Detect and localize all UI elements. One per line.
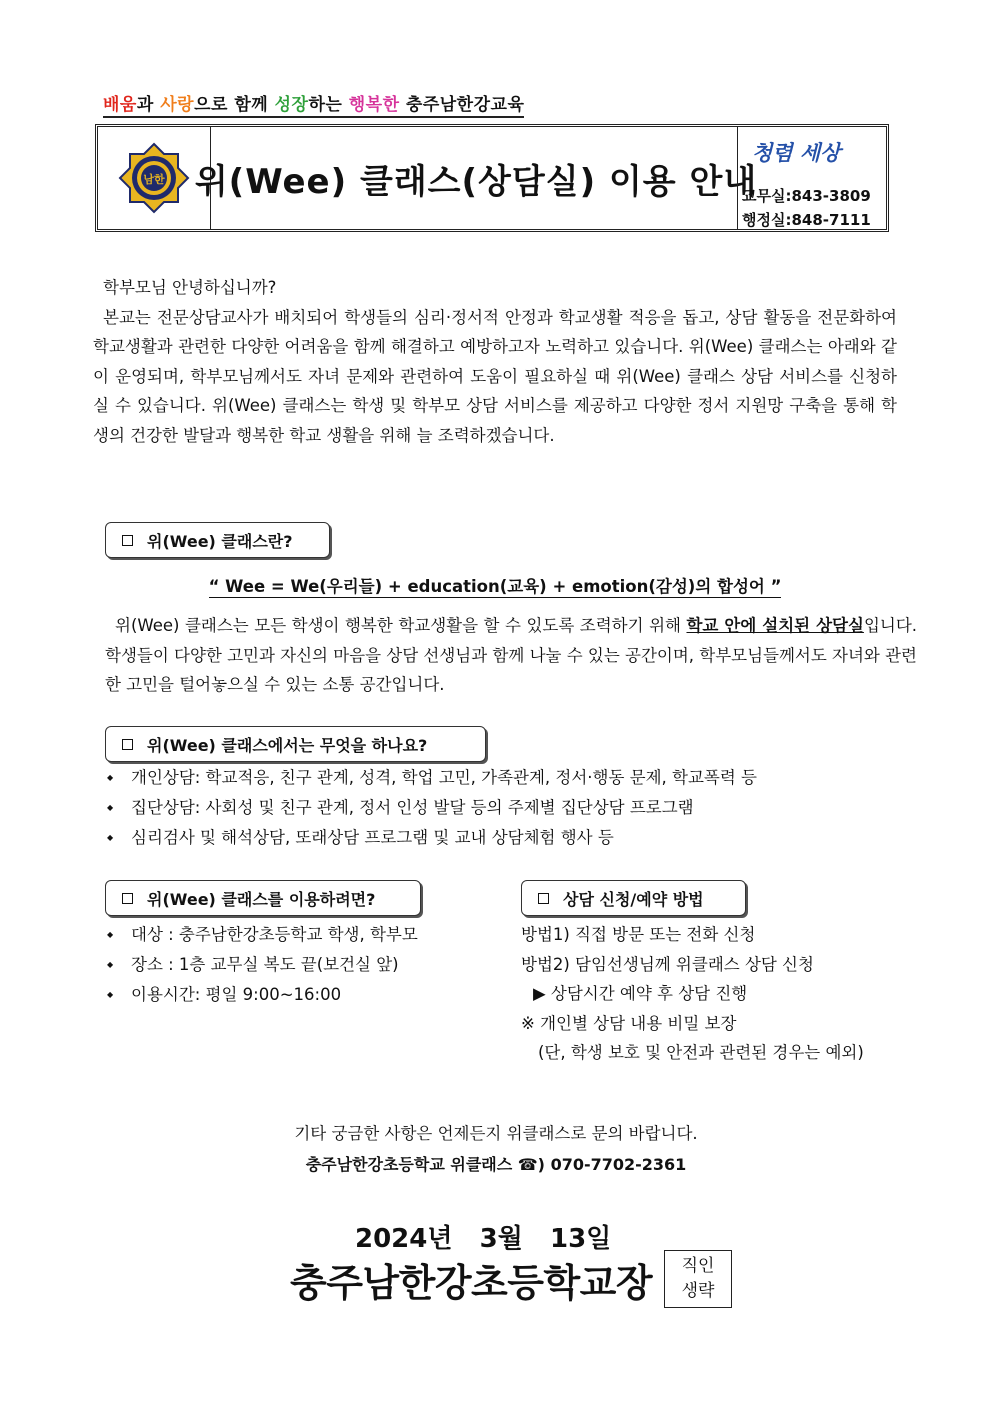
section-heading-booking: 상담 신청/예약 방법 bbox=[521, 880, 746, 916]
issue-date: 2024년 3월 13일 bbox=[355, 1224, 612, 1254]
usage-list bbox=[103, 920, 418, 1010]
official-seal-omitted: 직인 생략 bbox=[664, 1250, 732, 1308]
section-heading-what-is: 위(Wee) 클래스란? bbox=[105, 522, 330, 558]
slogan-word-learning: 배움 bbox=[103, 95, 137, 115]
list-item: ◆ 장소 : 1층 교무실 복도 끝(보건실 앞) bbox=[103, 950, 418, 980]
header-contact-panel bbox=[737, 127, 886, 229]
document-header bbox=[95, 124, 889, 232]
section-heading-services: 위(Wee) 클래스에서는 무엇을 하나요? bbox=[105, 726, 486, 762]
slogan-word-love: 사랑 bbox=[160, 95, 195, 115]
principal-signature-line: 충주남한강초등학교장 bbox=[290, 1261, 653, 1305]
wee-formula: “ Wee = We(우리들) + education(교육) + emotion(감성)의 합성어 ” bbox=[208, 577, 782, 596]
intro-section bbox=[93, 273, 897, 450]
slogan-word-happy: 행복한 bbox=[348, 95, 400, 115]
checkbox-square-icon bbox=[122, 893, 133, 904]
list-item: ◆ 개인상담: 학교적응, 친구 관계, 성격, 학업 고민, 가족관계, 정서·행동 문제, 학교폭력 등 bbox=[103, 763, 757, 793]
list-item: ◆ 심리검사 및 해석상담, 또래상담 프로그램 및 교내 상담체험 행사 등 bbox=[103, 823, 757, 853]
page-title: 위(Wee) 클래스(상담실) 이용 안내 bbox=[194, 161, 758, 202]
emphasis-counseling-room: 학교 안에 설치된 상담실 bbox=[686, 616, 864, 635]
list-item: ◆ 대상 : 충주남한강초등학교 학생, 학부모 bbox=[103, 920, 418, 950]
booking-step: ▶ 상담시간 예약 후 상담 진행 bbox=[533, 984, 748, 1003]
checkbox-square-icon bbox=[538, 893, 549, 904]
school-emblem-icon bbox=[118, 142, 190, 214]
slogan: 배움과 사랑으로 함께 성장하는 행복한 충주남한강교육 bbox=[103, 90, 524, 118]
emblem-text: 남한 bbox=[143, 173, 165, 186]
checkbox-square-icon bbox=[122, 535, 133, 546]
office-tel: 교무실:843-3809 bbox=[742, 187, 871, 205]
contact-phone: 충주남한강초등학교 위클래스 ☎) 070-7702-2361 bbox=[305, 1155, 687, 1174]
list-item: ◆ 이용시간: 평일 9:00~16:00 bbox=[103, 980, 418, 1010]
contact-line: 기타 궁금한 사항은 언제든지 위클래스로 문의 바랍니다. bbox=[294, 1124, 698, 1143]
confidentiality-note: ※ 개인별 상담 내용 비밀 보장 bbox=[521, 1013, 737, 1033]
intro-body: 본교는 전문상담교사가 배치되어 학생들의 심리·정서적 안정과 학교생활 적응을 돕고, 상담 활동을 전문화하여 학교생활과 관련한 다양한 어려움을 함께 해결하고 예방하고자 노력하고 있습니다. 위(Wee) 클래스는 아래와 같이 운영되며, 학부모님께서도 자녀 문제와 관련하여 도움이 필요하실 때 위(Wee) 클래스 상담 서비스를 신청하실 수 있습니다. 위(Wee) 클래스는 학생 및 학부모 상담 서비스를 제공하고 다양한 정서 지원망 구축을 통해 학생의 건강한 발달과 행복한 학교 생활을 위해 늘 조력하겠습니다. bbox=[93, 307, 897, 445]
checkbox-square-icon bbox=[122, 739, 133, 750]
services-list bbox=[103, 763, 757, 853]
booking-method-1: 방법1) 직접 방문 또는 전화 신청 bbox=[521, 925, 756, 944]
integrity-logo: 청렴 세상 bbox=[752, 140, 841, 165]
list-item: ◆ 집단상담: 사회성 및 친구 관계, 정서 인성 발달 등의 주제별 집단상담 프로그램 bbox=[103, 793, 757, 823]
confidentiality-exception: (단, 학생 보호 및 안전과 관련된 경우는 예외) bbox=[538, 1043, 864, 1062]
section-heading-usage: 위(Wee) 클래스를 이용하려면? bbox=[105, 880, 421, 916]
booking-methods bbox=[521, 920, 864, 1068]
booking-method-2: 방법2) 담임선생님께 위클래스 상담 신청 bbox=[521, 954, 814, 974]
slogan-word-growth: 성장 bbox=[274, 95, 309, 115]
admin-tel: 행정실:848-7111 bbox=[742, 211, 871, 229]
what-is-description: 위(Wee) 클래스는 모든 학생이 행복한 학교생활을 할 수 있도록 조력하기 위해 학교 안에 설치된 상담실입니다. 학생들이 다양한 고민과 자신의 마음을 상담 선생님과 함께 나눌 수 있는 공간이며, 학부모님들께서도 자녀와 관련한 고민을 털어놓으실 수 있는 소통 공간입니다. bbox=[105, 616, 917, 694]
greeting: 학부모님 안녕하십니까? bbox=[103, 278, 277, 297]
